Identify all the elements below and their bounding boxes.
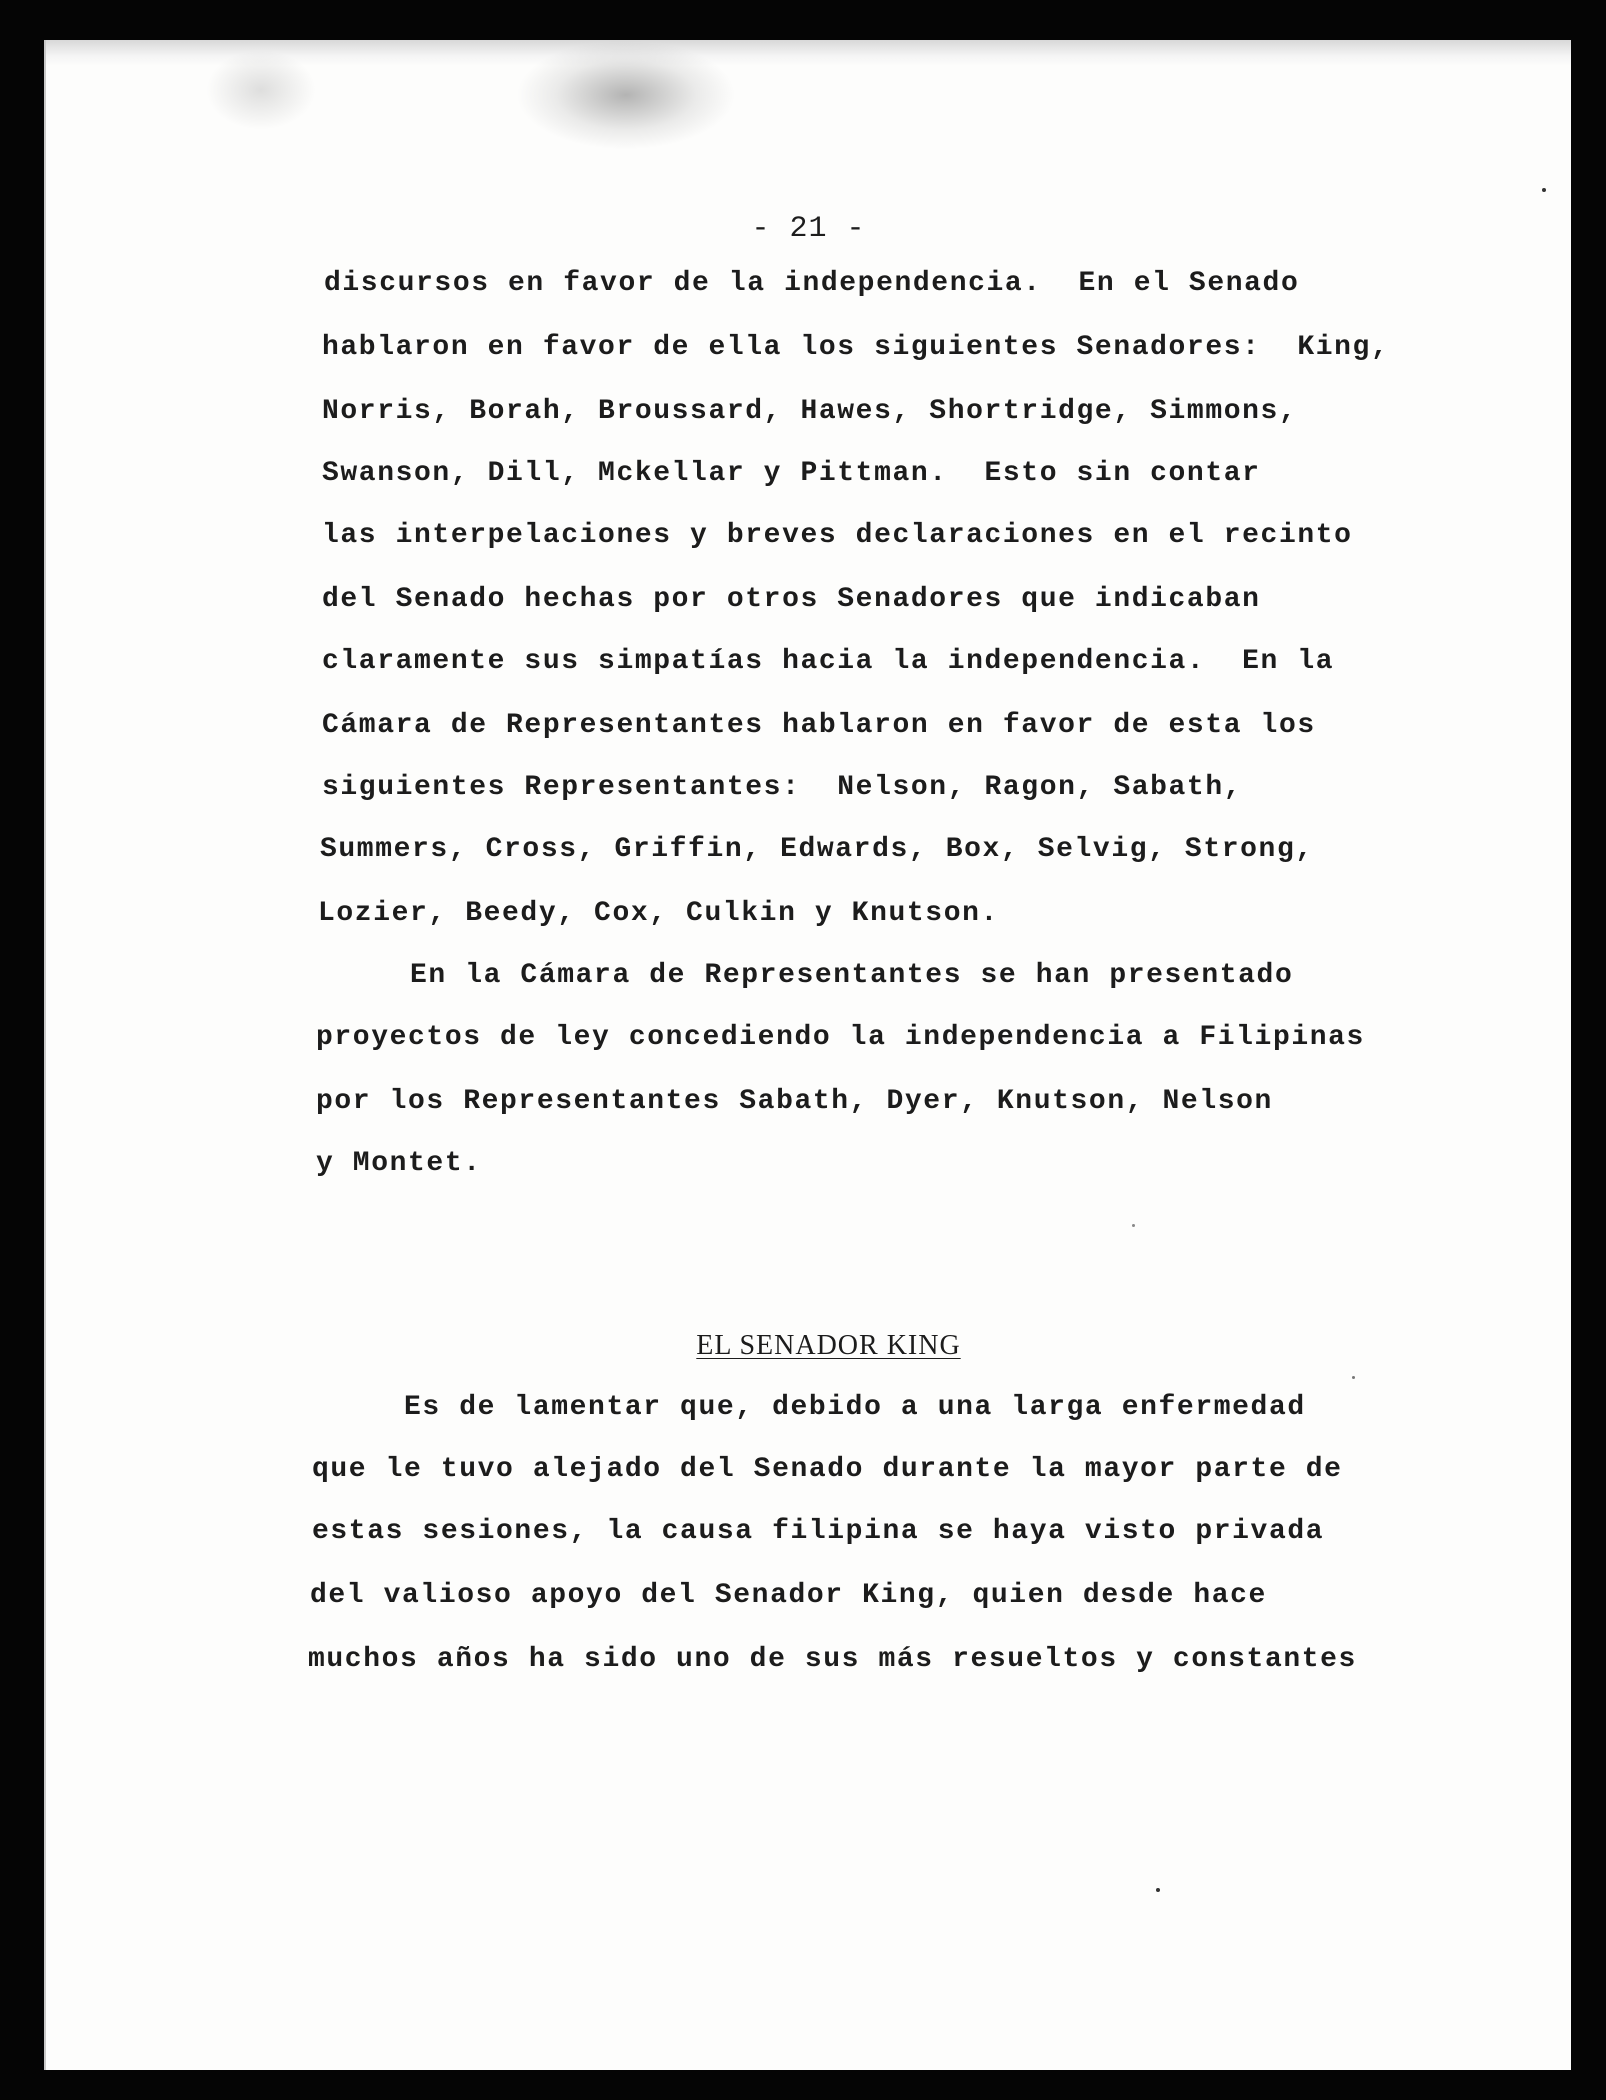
ink-speck xyxy=(1542,188,1546,192)
text-line: del valioso apoyo del Senador King, quien desde hace xyxy=(310,1580,1267,1611)
text-line: las interpelaciones y breves declaraciones en el recinto xyxy=(322,520,1353,551)
text-line: claramente sus simpatías hacia la independencia. En la xyxy=(322,646,1335,677)
text-line: Es de lamentar que, debido a una larga enfermedad xyxy=(312,1392,1306,1423)
text-line: siguientes Representantes: Nelson, Ragon, Sabath, xyxy=(322,772,1243,803)
text-line: muchos años ha sido uno de sus más resueltos y constantes xyxy=(308,1644,1357,1675)
text-line: discursos en favor de la independencia. En el Senado xyxy=(324,268,1300,299)
page-number: - 21 - xyxy=(751,212,866,246)
text-line: proyectos de ley concediendo la independencia a Filipinas xyxy=(316,1022,1365,1053)
ink-smudge xyxy=(206,50,316,130)
text-line: por los Representantes Sabath, Dyer, Knutson, Nelson xyxy=(316,1086,1273,1117)
text-line: Norris, Borah, Broussard, Hawes, Shortridge, Simmons, xyxy=(322,396,1298,427)
text-line: hablaron en favor de ella los siguientes Senadores: King, xyxy=(322,332,1390,363)
text-line: Summers, Cross, Griffin, Edwards, Box, Selvig, Strong, xyxy=(320,834,1314,865)
text-line: Swanson, Dill, Mckellar y Pittman. Esto sin contar xyxy=(322,458,1261,489)
text-line: En la Cámara de Representantes se han presentado xyxy=(318,960,1294,991)
text-line: Cámara de Representantes hablaron en favor de esta los xyxy=(322,710,1316,741)
ink-speck xyxy=(1352,1376,1355,1379)
ink-speck xyxy=(1156,1888,1160,1892)
text-line: y Montet. xyxy=(316,1148,482,1179)
ink-smudge xyxy=(516,40,736,150)
document-page xyxy=(44,40,1571,2070)
text-line: Lozier, Beedy, Cox, Culkin y Knutson. xyxy=(318,898,999,929)
text-line: que le tuvo alejado del Senado durante la mayor parte de xyxy=(312,1454,1343,1485)
section-heading: EL SENADOR KING xyxy=(696,1330,961,1361)
text-line: del Senado hechas por otros Senadores que indicaban xyxy=(322,584,1261,615)
ink-speck xyxy=(1132,1224,1135,1227)
text-line: estas sesiones, la causa filipina se haya visto privada xyxy=(312,1516,1325,1547)
